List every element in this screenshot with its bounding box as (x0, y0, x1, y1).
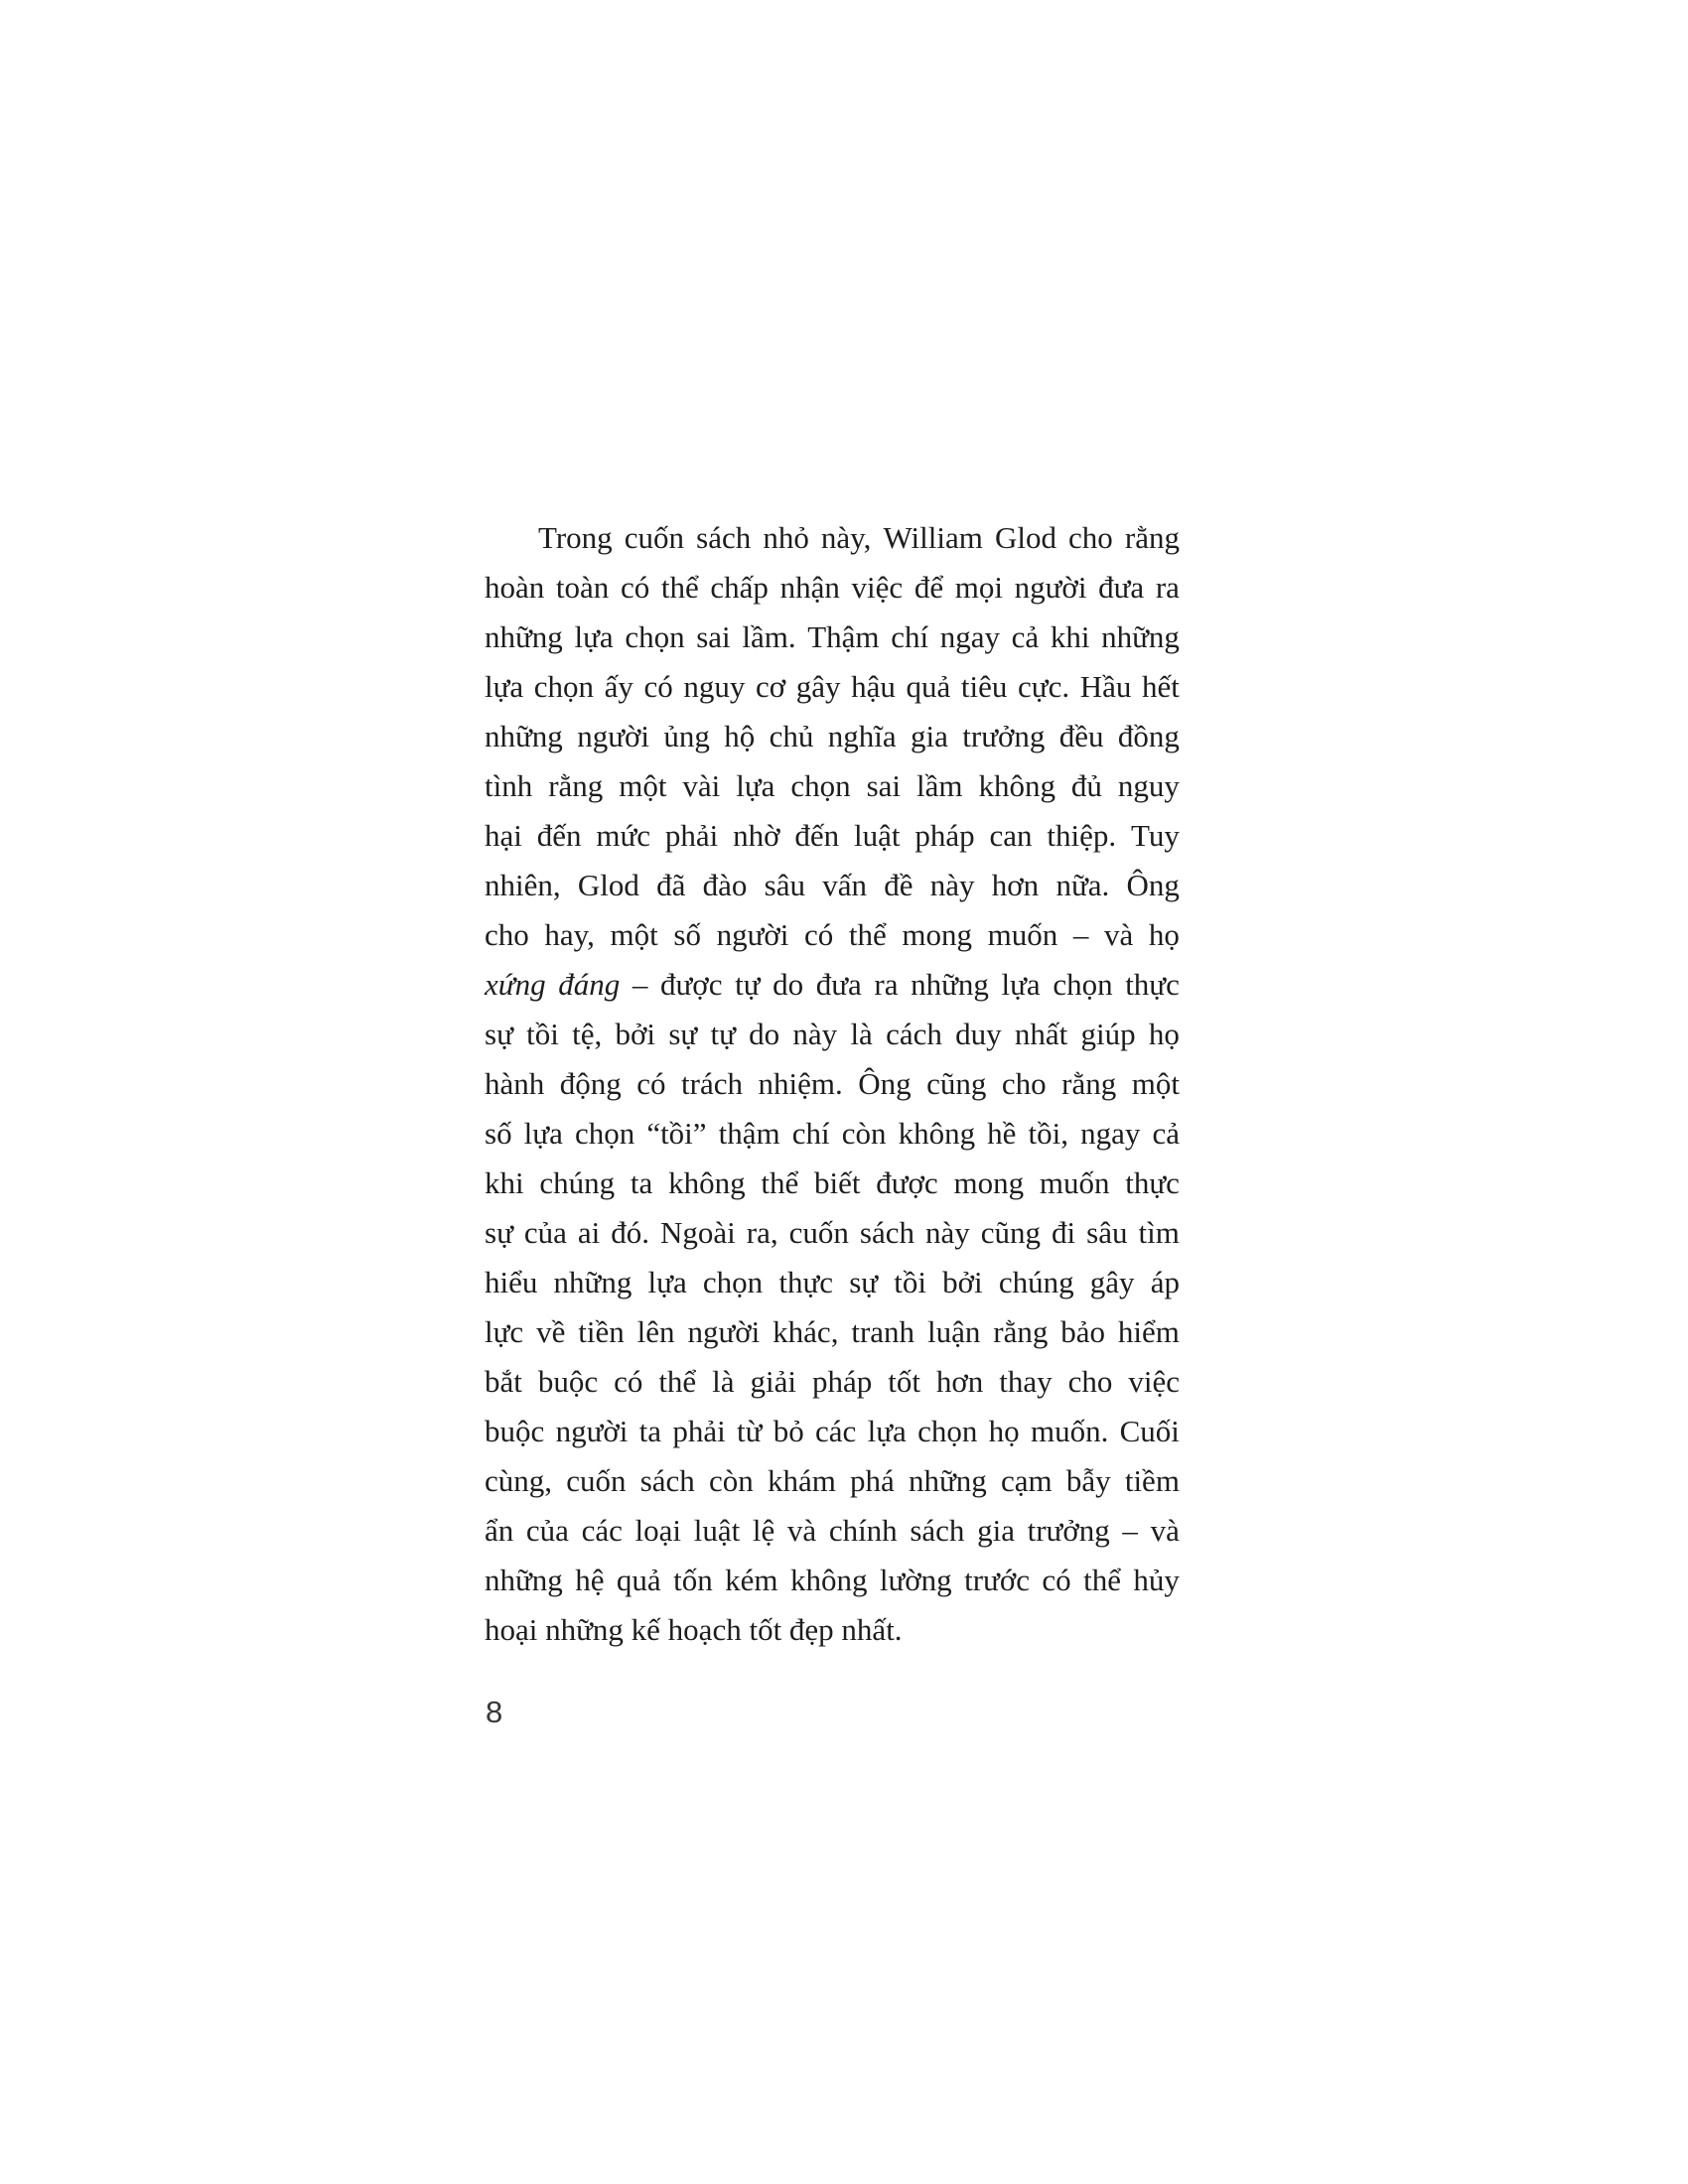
word: hiểu (485, 1265, 538, 1299)
text-line (485, 712, 1180, 761)
word: buộc (485, 1414, 545, 1448)
word: những (485, 719, 563, 753)
text-line (485, 1456, 1180, 1506)
word: ai (577, 1215, 601, 1250)
word: chọn (917, 1414, 978, 1448)
word: sai (866, 768, 902, 803)
word: loại (634, 1513, 682, 1548)
text-line (485, 1208, 1180, 1258)
word: tự (710, 1017, 736, 1051)
word: Glod (994, 520, 1056, 555)
word: khám (767, 1463, 836, 1498)
word: luật (854, 818, 901, 853)
word: rằng (548, 768, 604, 803)
word: có (643, 669, 673, 704)
word: – (1072, 917, 1089, 952)
word: không (898, 1116, 976, 1151)
word: nhỏ (763, 520, 809, 555)
word: còn (708, 1463, 754, 1498)
word: ẩn (485, 1513, 514, 1548)
word: người (716, 917, 789, 952)
word: việc (851, 570, 904, 605)
word: cũng (980, 1215, 1042, 1250)
word: tốn (673, 1563, 713, 1597)
word: là (850, 1017, 873, 1051)
word: tồi, (1028, 1116, 1069, 1151)
word: và (1104, 917, 1134, 952)
word: số (673, 917, 701, 952)
text-line (485, 1407, 1180, 1456)
word: cùng, (485, 1463, 553, 1498)
word: tìm (1138, 1215, 1180, 1250)
word: thể (660, 570, 699, 605)
text-line (485, 861, 1180, 910)
word: rằng (1124, 520, 1180, 555)
word: Hầu (1079, 669, 1132, 704)
word: đều (1058, 719, 1104, 753)
word: những (553, 1265, 633, 1299)
word: nhất (1014, 1017, 1068, 1051)
word: cuốn (788, 1215, 849, 1250)
word: có (636, 1066, 666, 1101)
word: bởi (615, 1017, 656, 1051)
word: thiệp. (1047, 818, 1117, 853)
word: tiềm (1124, 1463, 1180, 1498)
word: trưởng (1027, 1513, 1110, 1548)
word: đưa (815, 967, 862, 1002)
text-line (485, 662, 1180, 712)
word: đồng (1117, 719, 1180, 753)
word: sách (910, 1513, 965, 1548)
word: buộc (537, 1364, 599, 1399)
word: này, (820, 520, 872, 555)
word: do (773, 967, 804, 1002)
word: giải (750, 1364, 796, 1399)
word: thể (848, 917, 887, 952)
word: khi (1050, 619, 1090, 654)
word: rằng (1061, 1066, 1117, 1101)
word: sâu (1086, 1215, 1128, 1250)
word: phải (664, 818, 719, 853)
word: ra (874, 967, 899, 1002)
word: toàn (555, 570, 610, 605)
word: Cuối (1119, 1414, 1180, 1448)
word: Trong (538, 520, 613, 555)
word: tranh (851, 1314, 915, 1349)
text-line (485, 1506, 1180, 1556)
word: ra (1155, 570, 1180, 605)
word: khi (485, 1165, 524, 1200)
word: họ (1148, 917, 1180, 952)
word: lựa (867, 1414, 907, 1448)
word: quả (906, 669, 951, 704)
word: hủy (1133, 1563, 1180, 1597)
word: lệ (752, 1513, 775, 1548)
word: cơ (756, 669, 786, 704)
word: cạm (1001, 1463, 1053, 1498)
word: chấp (710, 570, 769, 605)
word: này (792, 1017, 838, 1051)
word: – (632, 967, 648, 1002)
word: chí (891, 619, 929, 654)
word: về (536, 1314, 566, 1349)
word: chí (791, 1116, 830, 1151)
word: đến (536, 818, 582, 853)
word: còn (841, 1116, 887, 1151)
word: các (815, 1414, 857, 1448)
word: sự (485, 1215, 513, 1250)
text-line (485, 1059, 1180, 1109)
text-line (485, 811, 1180, 861)
word: lựa (736, 768, 775, 803)
word: lường (879, 1563, 952, 1597)
word: chọn (702, 1265, 764, 1299)
text-line (485, 1010, 1180, 1059)
word: cuốn (624, 520, 685, 555)
word: cho (1001, 1066, 1047, 1101)
word: của (525, 1513, 569, 1548)
word: chọn (574, 1116, 635, 1151)
word: được (660, 967, 723, 1002)
word: muốn (1039, 1165, 1110, 1200)
word: gây (1089, 1265, 1135, 1299)
word: ủng (663, 719, 710, 753)
word: cho (485, 917, 529, 952)
word: đào (702, 868, 748, 902)
word: mọi (954, 570, 1003, 605)
text-line (538, 513, 1180, 563)
text-line (485, 960, 1180, 1010)
text-line (485, 1258, 1180, 1307)
word: thậm (718, 1116, 780, 1151)
word: cả (1011, 619, 1040, 654)
word: đáng (558, 967, 621, 1002)
word: Ông (858, 1066, 912, 1101)
word: mong (902, 917, 973, 952)
text-line (485, 761, 1180, 811)
word: phải (672, 1414, 726, 1448)
word: Ngoài (660, 1215, 736, 1250)
word: – (1122, 1513, 1138, 1548)
word: những (909, 1463, 987, 1498)
word: hơn (991, 868, 1040, 902)
text-line (485, 910, 1180, 960)
word: những (485, 619, 563, 654)
page-number: 8 (486, 1695, 503, 1729)
word: có (804, 917, 834, 952)
text-line (485, 1159, 1180, 1208)
word: một (1131, 1066, 1180, 1101)
word: nghĩa (827, 719, 897, 753)
word: cực. (1018, 669, 1070, 704)
word: hề (987, 1116, 1017, 1151)
word: trách (681, 1066, 743, 1101)
word: có (614, 1364, 643, 1399)
word: vấn (822, 868, 867, 902)
word: chọn (533, 669, 595, 704)
text-line (485, 563, 1180, 613)
word: ta (630, 1165, 653, 1200)
word: lựa (523, 1116, 563, 1151)
word: Glod (577, 868, 639, 902)
word: rằng (993, 1314, 1049, 1349)
word: nhờ (733, 818, 780, 853)
word: gia (911, 719, 948, 753)
word: giúp (1080, 1017, 1136, 1051)
word: thể (658, 1364, 697, 1399)
word: tình (485, 768, 533, 803)
word: ngay (1080, 1116, 1141, 1151)
word: pháp (914, 818, 975, 853)
word: đưa (1098, 570, 1145, 605)
word: trưởng (962, 719, 1046, 753)
word: để (914, 570, 944, 605)
word: sách (696, 520, 752, 555)
word: họ (988, 1414, 1020, 1448)
paragraph (485, 513, 1180, 1655)
word: hành (485, 1066, 545, 1101)
word: chúng (539, 1165, 616, 1200)
text-line (485, 1357, 1180, 1407)
word: phá (850, 1463, 895, 1498)
word: kém (725, 1563, 778, 1597)
word: hiểm (1117, 1314, 1180, 1349)
word: từ (737, 1414, 763, 1448)
word: sách (859, 1215, 914, 1250)
word: cách (886, 1017, 942, 1051)
word: ấy (604, 669, 633, 704)
word: tồi (894, 1265, 926, 1299)
word: lựa (1001, 967, 1041, 1002)
word: tự (735, 967, 761, 1002)
word: những (1101, 619, 1180, 654)
word: hậu (851, 669, 896, 704)
word: lầm (916, 768, 963, 803)
word: lựa (574, 619, 614, 654)
word: chúng (998, 1265, 1074, 1299)
word: việc (1128, 1364, 1180, 1399)
word: sai (696, 619, 731, 654)
word: và (786, 1513, 817, 1548)
word: hệ (575, 1563, 605, 1597)
word: này (929, 868, 975, 902)
word: họ (1148, 1017, 1180, 1051)
word: hết (1141, 669, 1180, 704)
word: nhận (779, 570, 840, 605)
word: đi (1052, 1215, 1076, 1250)
word: này (925, 1215, 970, 1250)
word: Ông (1126, 868, 1180, 902)
word: chọn (790, 768, 851, 803)
word: duy (955, 1017, 1002, 1051)
word: cho (1067, 1364, 1113, 1399)
word: “tồi” (646, 1116, 707, 1151)
word: cuốn (566, 1463, 627, 1498)
word: đủ (1070, 768, 1102, 803)
text-line (485, 1109, 1180, 1159)
text-line (485, 1307, 1180, 1357)
word: người (1014, 570, 1087, 605)
word: là (712, 1364, 735, 1399)
word: trước (964, 1563, 1030, 1597)
word: hoàn (485, 570, 545, 605)
word: do (749, 1017, 780, 1051)
word: muốn. (1030, 1414, 1109, 1448)
word: thực (1125, 967, 1180, 1002)
word: hơn (935, 1364, 984, 1399)
word: ta (638, 1414, 662, 1448)
word: người (687, 1314, 761, 1349)
word: bẫy (1065, 1463, 1111, 1498)
word: gây (795, 669, 841, 704)
word: những (911, 967, 989, 1002)
word: nữa. (1055, 868, 1110, 902)
word: những (485, 1563, 563, 1597)
word: sách (639, 1463, 695, 1498)
word: tiền (578, 1314, 625, 1349)
word: chính (828, 1513, 898, 1548)
word: sự (849, 1265, 879, 1299)
word: thực (778, 1265, 834, 1299)
word: tồi (526, 1017, 559, 1051)
word: lên (636, 1314, 675, 1349)
word: tệ, (572, 1017, 603, 1051)
word: nhiên, (485, 868, 561, 902)
word: cho (1068, 520, 1113, 555)
word: đã (656, 868, 686, 902)
word: nhiệm. (758, 1066, 843, 1101)
word: bảo (1060, 1314, 1106, 1349)
word: gia (977, 1513, 1015, 1548)
word: hại (485, 818, 522, 853)
word: chủ (769, 719, 814, 753)
word: muốn (987, 917, 1058, 952)
word: nguy (683, 669, 746, 704)
word: bởi (942, 1265, 983, 1299)
text-line (485, 613, 1180, 662)
word: lầm. (742, 619, 796, 654)
word: một (610, 917, 658, 952)
word: không (978, 768, 1055, 803)
word: mức (596, 818, 651, 853)
word: thể (761, 1165, 799, 1200)
word: được (876, 1165, 938, 1200)
word: người (555, 1414, 629, 1448)
word: thể (1083, 1563, 1121, 1597)
word: biết (813, 1165, 861, 1200)
word: đến (794, 818, 840, 853)
word: bỏ (773, 1414, 804, 1448)
word: và (1150, 1513, 1180, 1548)
word: luật (693, 1513, 741, 1548)
word: nguy (1117, 768, 1180, 803)
word: Tuy (1131, 818, 1180, 853)
word: cũng (926, 1066, 987, 1101)
word: lực (485, 1314, 524, 1349)
word: người (577, 719, 649, 753)
word: chọn (625, 619, 685, 654)
word: William (883, 520, 983, 555)
word: động (559, 1066, 622, 1101)
word: lựa (647, 1265, 687, 1299)
word: tiêu (960, 669, 1008, 704)
word: ngay (939, 619, 1000, 654)
word: của (523, 1215, 567, 1250)
text-line (485, 1556, 1180, 1605)
word: lựa (485, 669, 524, 704)
word: không (668, 1165, 746, 1200)
text-segment: hoại những kế hoạch tốt đẹp nhất. (485, 1612, 903, 1647)
word: không (789, 1563, 868, 1597)
word: ra, (746, 1215, 778, 1250)
word: đó. (611, 1215, 650, 1250)
word: thay (999, 1364, 1053, 1399)
word: quả (616, 1563, 661, 1597)
word: pháp (811, 1364, 873, 1399)
word: cả (1152, 1116, 1180, 1151)
word: các (581, 1513, 623, 1548)
word: bắt (485, 1364, 522, 1399)
word: có (1042, 1563, 1071, 1597)
word: sự (485, 1017, 513, 1051)
word: luận (926, 1314, 981, 1349)
word: hộ (724, 719, 756, 753)
word: áp (1150, 1265, 1180, 1299)
word: khác, (773, 1314, 839, 1349)
word: thực (1125, 1165, 1180, 1200)
word: sự (668, 1017, 698, 1051)
word: sâu (764, 868, 805, 902)
text-line (485, 1605, 1180, 1655)
word: chọn (1053, 967, 1113, 1002)
word: hay, (544, 917, 595, 952)
word: có (620, 570, 650, 605)
word: một (619, 768, 667, 803)
word: can (989, 818, 1033, 853)
word: mong (953, 1165, 1025, 1200)
word: đề (884, 868, 914, 902)
word: xứng (485, 967, 546, 1002)
word: vài (682, 768, 721, 803)
word: tốt (888, 1364, 920, 1399)
word: Thậm (807, 619, 880, 654)
word: số (485, 1116, 512, 1151)
